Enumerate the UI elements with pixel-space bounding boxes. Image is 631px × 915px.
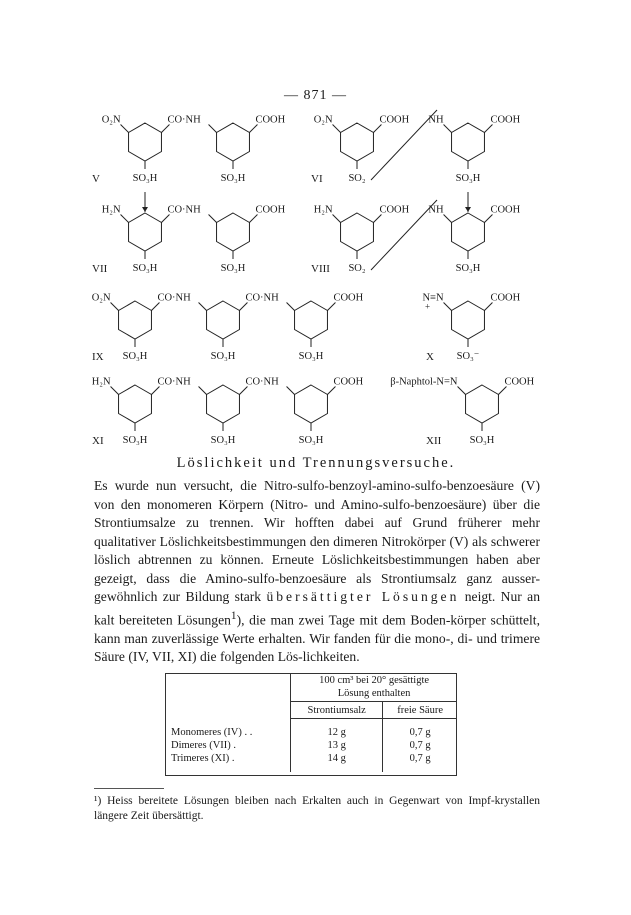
bond-line [458,387,466,395]
substituent-label: SO₂ [348,263,366,274]
benzene-ring [452,213,485,251]
bond-line [444,125,452,133]
compound-number: VIII [311,263,330,275]
table-row-label: Trimeres (XI) . [165,752,291,772]
body-p1-end: ), die man zwei Tage mit dem Boden-körper schüttelt, kann man zuverlässige Werte erhalten. Wir fanden für die mono-, di- und trimere Säure (IV, VII, XI) die folgenden Lös-lichkeiten. [94,612,540,665]
substituent-label: O₂N [313,114,333,126]
substituent-label: H₂N [313,204,333,216]
table-cell-acid: 0,7 g [383,739,457,752]
substituent-label: NH [428,114,444,126]
compound-number: V [92,173,100,185]
substituent-label: COOH [379,114,410,126]
bond-line [199,303,207,311]
benzene-ring [207,301,240,339]
table-header-line1: 100 cm³ bei 20° gesättigte [319,675,430,686]
benzene-ring [217,123,250,161]
substituent-label: SO₃H [210,435,236,446]
substituent-label: β-Naphtol-N=N [390,376,458,388]
substituent-label: COOH [255,114,286,126]
table-cell-salt: 12 g [327,727,346,738]
table-row [165,739,457,752]
table-header [291,673,457,702]
substituent-label: COOH [255,204,286,216]
bond-line [151,387,159,395]
substituent-label: SO₃H [220,173,246,184]
benzene-ring [129,213,162,251]
bond-line [444,303,452,311]
bond-line [209,215,217,223]
table-row-label: Monomeres (IV) . . [165,719,291,740]
benzene-ring [295,385,328,423]
table-row [165,752,457,772]
substituent-label: CO·NH [157,376,191,388]
table-cell-acid: 0,7 g [383,719,457,740]
substituent-label: SO₃H [455,173,481,184]
charge-label: + [425,301,431,312]
substituent-label: CO·NH [167,204,201,216]
bond-line [209,125,217,133]
benzene-ring [129,123,162,161]
bond-line [199,387,207,395]
solubility-table [165,673,457,772]
bond-line [333,215,341,223]
benzene-ring [207,385,240,423]
bond-line [484,303,492,311]
table-cell-salt: 14 g [327,753,346,764]
bond-line [498,387,506,395]
body-emphasis: übersättigter Lösungen [266,589,460,604]
table-cell-salt: 13 g [327,740,346,751]
benzene-ring [119,385,152,423]
compound-number: X [426,351,434,363]
footnote [94,794,540,824]
bond-line [444,215,452,223]
table-row [165,719,457,740]
bond-line [287,387,295,395]
substituent-label: H₂N [101,204,121,216]
bond-line [484,215,492,223]
bond-line [249,215,257,223]
structural-formulae [0,0,631,450]
substituent-label: COOH [490,114,521,126]
substituent-label: CO·NH [157,292,191,304]
benzene-ring [295,301,328,339]
bond-line [161,125,169,133]
bond-line [333,125,341,133]
bond-line [111,387,119,395]
substituent-label: NH [428,204,444,216]
substituent-label: O₂N [101,114,121,126]
bond-line [327,387,335,395]
substituent-label: H₂N [91,376,111,388]
substituent-label: SO₃H [122,435,148,446]
arrowhead [465,207,471,212]
substituent-label: CO·NH [245,376,279,388]
compound-number: XI [92,435,104,447]
substituent-label: COOH [504,376,535,388]
bond-line [121,215,129,223]
bond-line [327,303,335,311]
substituent-label: SO₃H [220,263,246,274]
compound-number: VII [92,263,108,275]
substituent-label: SO₃H [132,263,158,274]
section-title-text: Löslichkeit und Trennungsversuche. [176,455,456,471]
substituent-label: SO₃H [469,435,495,446]
body-p1-mid: neigt. Nur an kalt bereiteten Lösungen [94,589,541,628]
table-col-salt: Strontiumsalz [291,702,383,719]
substituent-label: O₂N [91,292,111,304]
benzene-ring [119,301,152,339]
bond-line [249,125,257,133]
benzene-ring [452,123,485,161]
footnote-mark: ¹) [94,795,102,807]
bond-line [239,303,247,311]
substituent-label: N≡N [422,292,444,304]
substituent-label: SO₃H [298,435,324,446]
benzene-ring [466,385,499,423]
bond-line [161,215,169,223]
substituent-label: COOH [333,292,364,304]
substituent-label: SO₃H [210,351,236,362]
substituent-label: COOH [490,204,521,216]
table-corner [165,673,291,719]
benzene-ring [341,123,374,161]
substituent-label: COOH [490,292,521,304]
bond-line [121,125,129,133]
bond-line [484,125,492,133]
table-cell-acid: 0,7 g [383,752,457,772]
benzene-ring [217,213,250,251]
substituent-label: COOH [333,376,364,388]
substituent-label: COOH [379,204,410,216]
benzene-ring [452,301,485,339]
bond-line [151,303,159,311]
bond-line [373,125,381,133]
bond-line [373,215,381,223]
substituent-label: SO₂ [348,173,366,184]
footnote-ref: 1 [230,609,237,622]
body-paragraph [94,477,540,667]
table-row-label: Dimeres (VII) . [165,739,291,752]
footnote-text: Heiss bereitete Lösungen bleiben nach Erkalten auch in Gegenwart von Impf-krystallen längere Zeit übersättigt. [94,795,540,822]
bond-line [111,303,119,311]
table-col-acid: freie Säure [383,702,457,719]
substituent-label: CO·NH [167,114,201,126]
bond-line [287,303,295,311]
substituent-label: SO₃H [455,263,481,274]
body-p1: Es wurde nun versucht, die Nitro-sulfo-benzoyl-amino-sulfo-benzoesäure (V) von den monomeren Körpern (Nitro- und Amino-sulfo-benzoesäure) über die Strontiumsalze zu trennen. Wir hofften dabei auf Grund früherer mehr qualitativer Löslichkeitsbestimmungen den dimeren Nitrokörper (V) als schwerer löslich abtrennen zu können. Erneute Löslichkeitsbestimmungen haben aber gezeigt, dass die Amino-sulfo-benzoesäure als Strontiumsalz ganz ausser-gewöhnlich zur Bildung stark [94,478,540,604]
page-number: — 871 — [284,88,347,103]
substituent-label: SO₃⁻ [456,351,480,362]
section-title [96,455,536,472]
substituent-label: SO₃H [132,173,158,184]
substituent-label: CO·NH [245,292,279,304]
compound-number: VI [311,173,323,185]
table-header-line2: Lösung enthalten [337,688,411,699]
footnote-rule [94,788,164,789]
compound-number: XII [426,435,442,447]
substituent-label: SO₃H [298,351,324,362]
compound-number: IX [92,351,104,363]
substituent-label: SO₃H [122,351,148,362]
bond-line [239,387,247,395]
arrowhead [142,207,148,212]
benzene-ring [341,213,374,251]
